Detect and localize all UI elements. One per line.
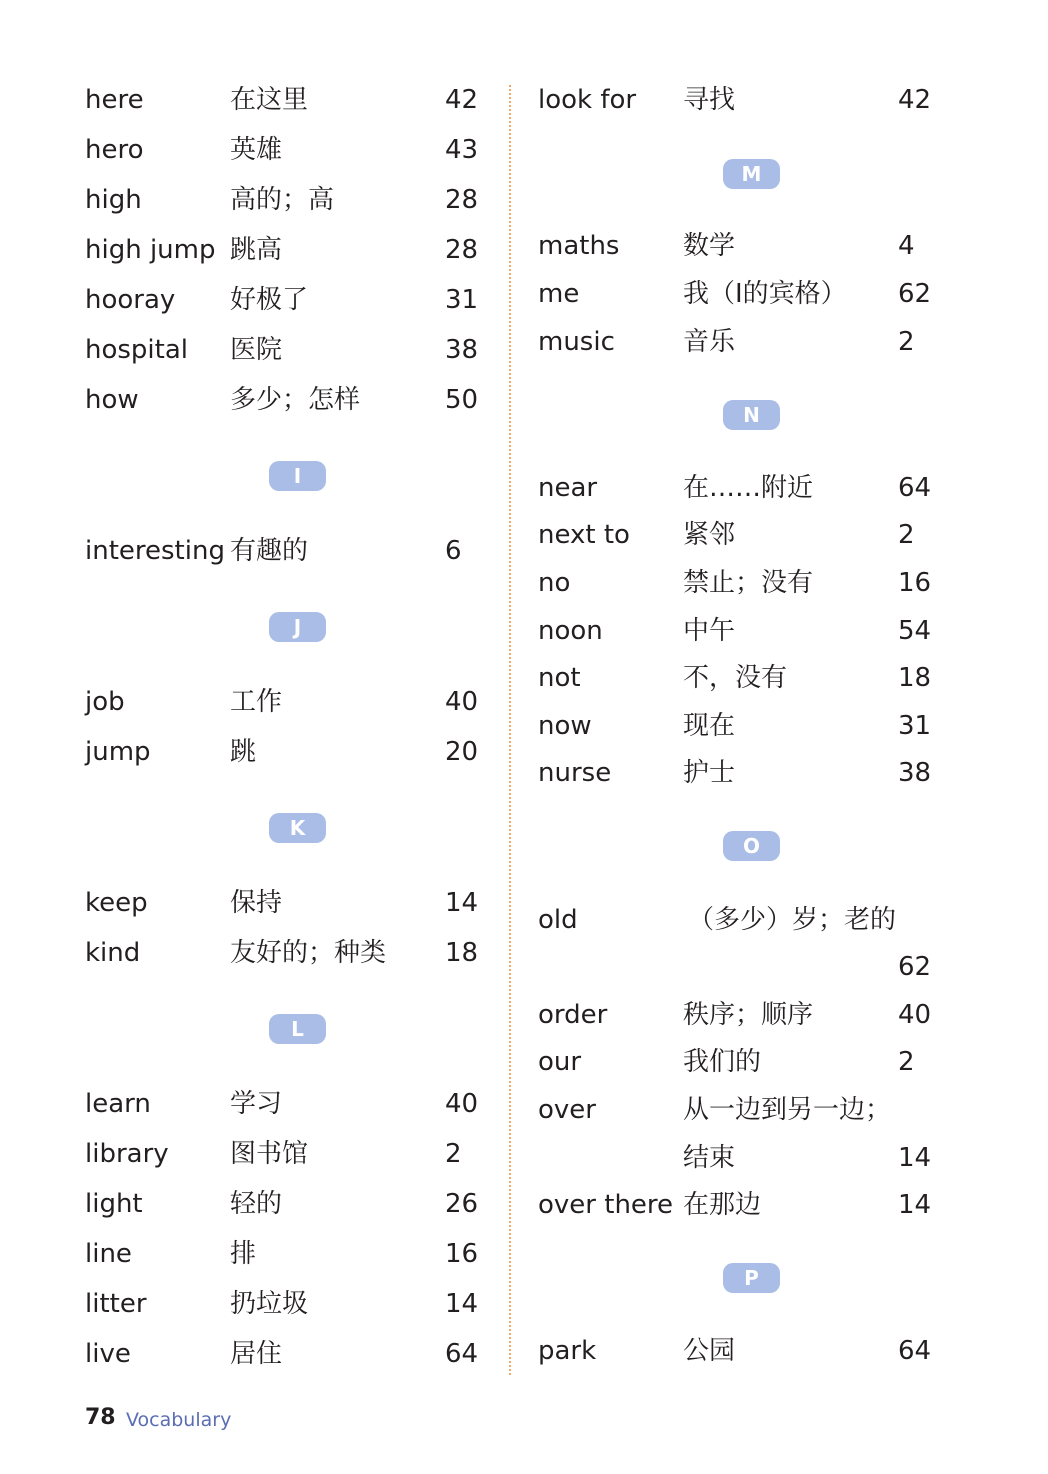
vocab-word: now <box>538 711 592 741</box>
vocab-word: job <box>85 687 125 717</box>
vocab-word: how <box>85 385 139 415</box>
vocab-word: look for <box>538 85 637 115</box>
vocab-word: library <box>85 1139 169 1169</box>
vocab-meaning: 中午 <box>683 616 736 646</box>
vocab-meaning: （多少）岁；老的 <box>688 905 897 935</box>
vocab-word: live <box>85 1339 131 1369</box>
vocab-meaning: 在这里 <box>230 85 309 115</box>
vocab-page: 64 <box>898 1336 932 1366</box>
vocab-meaning: 秩序；顺序 <box>683 1000 814 1030</box>
letter-badge-i: I <box>269 461 326 491</box>
vocab-page: 31 <box>898 711 932 741</box>
vocab-page: 2 <box>445 1139 462 1169</box>
vocab-meaning: 高的；高 <box>230 185 335 215</box>
vocab-word: hooray <box>85 285 176 315</box>
vocab-page: 40 <box>898 1000 932 1030</box>
letter-badge-j: J <box>269 612 326 642</box>
vocab-meaning: 好极了 <box>230 285 309 315</box>
vocab-page: 28 <box>445 235 479 265</box>
vocab-meaning: 我们的 <box>683 1047 762 1077</box>
vocab-word: over there <box>538 1190 674 1220</box>
vocab-page: 64 <box>898 473 932 503</box>
column-divider <box>509 85 511 1375</box>
vocab-word: litter <box>85 1289 147 1319</box>
vocab-word: light <box>85 1189 143 1219</box>
letter-badge-l: L <box>269 1014 326 1044</box>
vocab-page: 2 <box>898 1047 915 1077</box>
vocab-meaning: 轻的 <box>230 1189 283 1219</box>
vocab-page: 20 <box>445 737 479 767</box>
vocab-meaning: 公园 <box>683 1336 736 1366</box>
vocab-word: kind <box>85 938 141 968</box>
vocab-word: our <box>538 1047 582 1077</box>
vocab-meaning: 英雄 <box>230 135 283 165</box>
letter-badge-m: M <box>723 159 780 189</box>
vocab-page: 62 <box>898 279 932 309</box>
vocab-meaning: 禁止；没有 <box>683 568 814 598</box>
vocab-page: 14 <box>445 888 479 918</box>
vocab-page: 62 <box>898 952 932 982</box>
vocab-word: high jump <box>85 235 216 265</box>
vocab-page: 50 <box>445 385 479 415</box>
vocab-meaning: 从一边到另一边； <box>683 1095 892 1125</box>
vocab-page: 28 <box>445 185 479 215</box>
vocab-word: music <box>538 327 615 357</box>
vocab-word: order <box>538 1000 608 1030</box>
vocab-page: 14 <box>445 1289 479 1319</box>
vocab-meaning: 图书馆 <box>230 1139 309 1169</box>
vocab-page: 40 <box>445 1089 479 1119</box>
vocab-meaning: 扔垃圾 <box>230 1289 309 1319</box>
vocab-page: 16 <box>898 568 932 598</box>
vocab-meaning: 我（I的宾格） <box>683 279 847 309</box>
vocab-page: 16 <box>445 1239 479 1269</box>
vocab-meaning: 不，没有 <box>683 663 788 693</box>
vocab-word: here <box>85 85 144 115</box>
vocab-meaning: 护士 <box>683 758 736 788</box>
vocab-page: 40 <box>445 687 479 717</box>
vocab-meaning-continued: 结束 <box>683 1143 736 1173</box>
vocab-meaning: 现在 <box>683 711 736 741</box>
vocab-word: interesting <box>85 536 225 566</box>
letter-badge-o: O <box>723 831 780 861</box>
vocab-meaning: 在……附近 <box>683 473 814 503</box>
vocab-page: 42 <box>445 85 479 115</box>
footer-label: Vocabulary <box>126 1409 232 1431</box>
vocab-meaning: 音乐 <box>683 327 736 357</box>
letter-badge-p: P <box>723 1263 780 1293</box>
vocab-meaning: 数学 <box>683 231 736 261</box>
vocab-page: 18 <box>445 938 479 968</box>
vocab-word: not <box>538 663 581 693</box>
vocab-page: 14 <box>898 1190 932 1220</box>
vocab-word: maths <box>538 231 620 261</box>
vocab-page: 26 <box>445 1189 479 1219</box>
vocab-word: noon <box>538 616 603 646</box>
vocab-meaning: 保持 <box>230 888 283 918</box>
vocab-meaning: 跳 <box>230 737 257 767</box>
vocab-page: 6 <box>445 536 462 566</box>
vocab-meaning: 紧邻 <box>683 520 736 550</box>
vocab-meaning: 在那边 <box>683 1190 762 1220</box>
vocab-meaning: 寻找 <box>683 85 736 115</box>
vocab-word: high <box>85 185 142 215</box>
vocab-meaning: 多少；怎样 <box>230 385 361 415</box>
letter-badge-n: N <box>723 400 780 430</box>
vocab-meaning: 工作 <box>230 687 283 717</box>
vocab-page: 2 <box>898 520 915 550</box>
vocab-word: old <box>538 905 578 935</box>
vocab-meaning: 居住 <box>230 1339 283 1369</box>
vocab-word: jump <box>85 737 151 767</box>
vocab-word: near <box>538 473 598 503</box>
vocab-page: 18 <box>898 663 932 693</box>
vocab-page: 54 <box>898 616 932 646</box>
vocab-meaning: 友好的；种类 <box>230 938 387 968</box>
vocab-page: 14 <box>898 1143 932 1173</box>
vocab-page: 31 <box>445 285 479 315</box>
vocab-word: learn <box>85 1089 151 1119</box>
vocab-page: 43 <box>445 135 479 165</box>
vocab-meaning: 学习 <box>230 1089 283 1119</box>
vocab-word: nurse <box>538 758 612 788</box>
vocab-meaning: 跳高 <box>230 235 283 265</box>
vocab-word: keep <box>85 888 148 918</box>
vocab-meaning: 有趣的 <box>230 536 309 566</box>
vocab-page: 64 <box>445 1339 479 1369</box>
vocab-page: 38 <box>898 758 932 788</box>
vocab-word: hospital <box>85 335 189 365</box>
letter-badge-k: K <box>269 813 326 843</box>
vocab-meaning: 医院 <box>230 335 283 365</box>
vocab-page: 2 <box>898 327 915 357</box>
vocab-meaning: 排 <box>230 1239 257 1269</box>
vocab-word: over <box>538 1095 596 1125</box>
page-number: 78 <box>85 1405 116 1430</box>
vocab-page: 42 <box>898 85 932 115</box>
vocab-word: no <box>538 568 571 598</box>
vocab-word: me <box>538 279 580 309</box>
vocab-word: park <box>538 1336 597 1366</box>
vocab-page: 4 <box>898 231 915 261</box>
vocab-word: line <box>85 1239 132 1269</box>
vocab-word: next to <box>538 520 630 550</box>
vocab-page: 38 <box>445 335 479 365</box>
vocab-word: hero <box>85 135 144 165</box>
